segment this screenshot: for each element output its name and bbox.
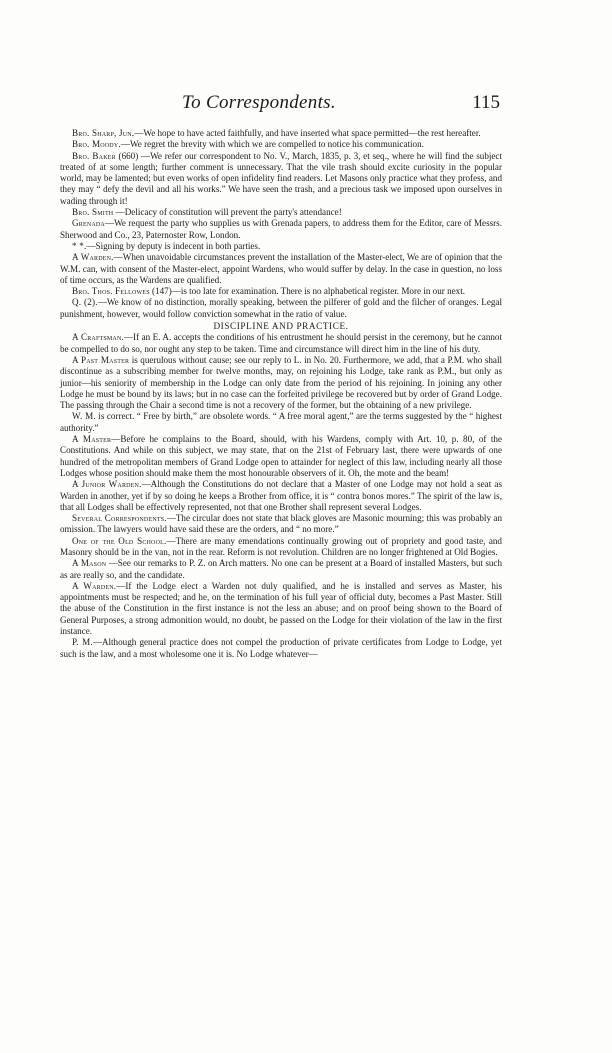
discipline-notes <box>60 332 502 660</box>
page-number: 115 <box>472 92 500 113</box>
correspondent-entry <box>60 286 502 297</box>
entry-text: —When unavoidable circumstances prevent the installation of the Master-elect, We are of opinion that the W.M. can, with consent of the Master-elect, appoint Wardens, who would suffer by delay. In the case in question, no loss of time occurs, as the Wardens are qualified. <box>60 252 503 285</box>
entry-text: —If the Lodge elect a Warden not duly qualified, and he is installed and serves as Master, his appointments must be respected; and he, on the termination of his full year of official duty, becomes a Past Master. Still the abuse of the Constitution in the first instance is not the less an abuse; and on proof being shown to the Board of General Purposes, a strong admonition would, no doubt, be passed on the Lodge for their violation of the law in the first instance. <box>60 580 502 637</box>
correspondent-name: A Warden. <box>72 252 114 263</box>
correspondents-notes <box>60 128 502 320</box>
correspondent-entry <box>60 297 502 320</box>
correspondent-name: Bro. Thos. Fellowes <box>72 286 150 297</box>
correspondent-entry <box>60 139 502 150</box>
entry-text: —Delicacy of constitution will prevent the party's attendance! <box>113 207 342 218</box>
correspondent-entry <box>60 332 502 355</box>
correspondent-entry <box>60 581 502 637</box>
correspondent-name: A Past Master <box>72 354 130 365</box>
correspondent-entry <box>60 479 502 513</box>
correspondent-name: * *. <box>72 240 87 251</box>
correspondent-entry <box>60 355 502 411</box>
entry-text: —If an E. A. accepts the conditions of his entrustment he should persist in the ceremony, but he cannot be compelled to do so, nor ought any step to be taken. Time and circumstance will direct him in the line of his duty. <box>60 332 502 354</box>
correspondent-entry <box>60 637 502 660</box>
correspondent-entry <box>60 252 502 286</box>
entry-text: is querulous without cause; see our reply to L. in No. 20. Furthermore, we add, that a P.M. who shall discontinue as a subscribing member for twelve months, may, on rejoining his Lodge, take rank as P.M., but only as junior—his seniority of membership in the Lodge can only date from the period of his rejoining. In joining any other Lodge he must be bound by its laws; but in no case can the forfeited privilege be recovered but by order of Grand Lodge. The passing through the Chair a second time is not a recovery of the former, but the obtaining of a new privilege. <box>60 354 502 411</box>
page-title: To Correspondents. <box>182 92 336 113</box>
correspondent-entry <box>60 241 502 252</box>
correspondent-entry <box>60 434 502 479</box>
correspondent-name: A Junior Warden. <box>72 479 142 490</box>
correspondent-entry <box>60 536 502 559</box>
entry-text: —We regret the brevity with which we are compelled to notice his communication. <box>120 139 424 150</box>
entry-text: (147)—is too late for examination. There is no alphabetical register. More in our next. <box>149 286 465 297</box>
correspondent-name: W. M. <box>72 411 96 422</box>
entry-text: —We know of no distinction, morally speaking, between the pilferer of gold and the filcher of oranges. Legal punishment, however, would follow conviction somewhat in the ratio of value. <box>60 297 502 319</box>
entry-text: —The circular does not state that black gloves are Masonic mourning; this was probably an omission. The lawyers would have said these are the orders, and “ no more.” <box>60 513 502 535</box>
correspondent-name: Bro. Moody. <box>72 139 121 150</box>
entry-text: —Although general practice does not compel the production of private certificates from Lodge to Lodge, yet such is the law, and a most wholesome one it is. No Lodge whatever— <box>60 637 502 659</box>
entry-text: (660) —We refer our correspondent to No. V., March, 1835, p. 3, et seq., where he will find the subject treated of at some length; further comment is unnecessary. That the vile trash should excite curiosity in the popular world, may be lamented; but even works of open infidelity find readers. Let Masons only practice what they profess, and they may “ defy the devil and all his works.” We have seen the trash, and a precious task we imposed upon ourselves in wading through it! <box>60 150 502 206</box>
correspondent-entry <box>60 513 502 536</box>
correspondent-entry <box>60 128 502 139</box>
correspondent-name: Bro. Sharp, Jun. <box>72 128 135 138</box>
correspondent-entry <box>60 558 502 581</box>
body-text <box>60 128 502 660</box>
correspondent-name: Bro. Baker <box>72 150 116 161</box>
section-heading: DISCIPLINE AND PRACTICE. <box>213 321 349 332</box>
correspondent-entry <box>60 207 502 218</box>
running-header <box>170 92 500 116</box>
entry-text: is correct. “ Free by birth,” are obsolete words. “ A free moral agent,” are the terms suggested by the “ highest authority.” <box>60 411 502 433</box>
correspondent-name: Several Correspondents. <box>72 513 167 524</box>
entry-text: —There are many emendations continually growing out of propriety and good taste, and Masonry should be in the van, not in the rear. Reform is not revolution. Children are no longer frightened at Old Bogies. <box>60 535 502 557</box>
correspondent-name: One of the Old School. <box>72 535 167 546</box>
correspondent-name: A Craftsman. <box>72 332 124 343</box>
correspondent-name: Bro. Smith <box>72 207 114 218</box>
correspondent-name: A Warden. <box>72 580 117 591</box>
entry-text: —See our remarks to P. Z. on Arch matters. No one can be present at a Board of installed Masters, but such as are really so, and the candidate. <box>60 558 502 580</box>
correspondent-name: P. M. <box>72 637 93 648</box>
entry-text: —Although the Constitutions do not declare that a Master of one Lodge may not hold a seat as Warden in another, yet if by so doing he keeps a Brother from office, it is “ contra bonos mores.” The spirit of the law is, that all Lodges shall be effectively represented, not that one Brother shall represent several Lodges. <box>60 479 502 512</box>
entry-text: —We hope to have acted faithfully, and have inserted what space permitted—the rest hereafter. <box>134 128 481 138</box>
correspondent-name: A Master <box>72 434 112 445</box>
correspondent-entry <box>60 218 502 241</box>
entry-text: —Signing by deputy is indecent in both parties. <box>86 240 261 251</box>
entry-text: —Before he complains to the Board, should, with his Wardens, comply with Art. 10, p. 80, of the Constitutions. And while on this subject, we may state, that on the 21st of February last, there were upwards of one hundred of the metropolitan members of Grand Lodge open to attainder for neglect of this law, including nearly all those Lodges whose position should make them the most honourable observers of it. Oh, the mote and the beam! <box>60 434 502 478</box>
entry-text: —We request the party who supplies us with Grenada papers, to address them for the Editor, care of Messrs. Sherwood and Co., 23, Paternoster Row, London. <box>60 218 502 240</box>
correspondent-entry <box>60 151 502 207</box>
correspondent-name: Q. (2). <box>72 297 98 308</box>
correspondent-name: Grenada <box>72 218 105 229</box>
correspondent-name: A Mason <box>72 558 107 569</box>
correspondent-entry <box>60 411 502 434</box>
